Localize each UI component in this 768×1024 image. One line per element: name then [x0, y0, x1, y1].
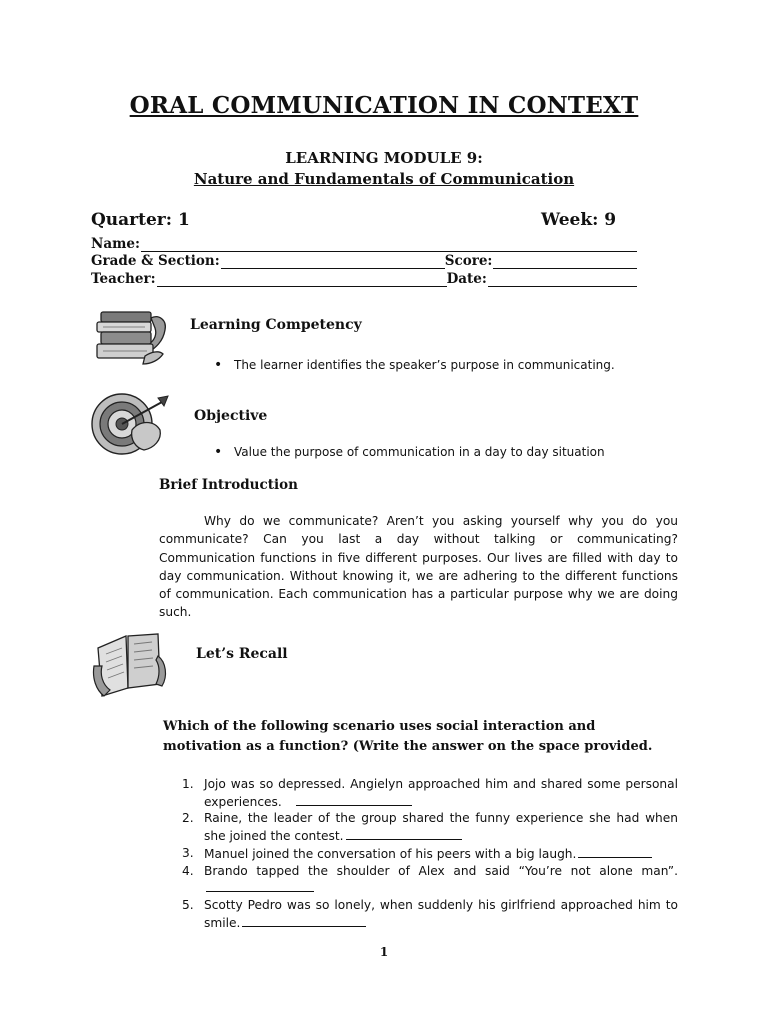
name-field[interactable] — [91, 235, 637, 252]
grade-section-label: Grade & Section: — [91, 253, 220, 269]
answer-blank[interactable] — [578, 845, 652, 858]
competency-text: The learner identifies the speaker’s purpose in communicating. — [234, 358, 615, 372]
competency-heading: Learning Competency — [190, 317, 362, 333]
date-label: Date: — [446, 271, 487, 287]
list-item — [182, 845, 678, 863]
item-text: Manuel joined the conversation of his peers with a big laugh. — [204, 846, 577, 861]
list-item — [182, 897, 678, 931]
intro-heading: Brief Introduction — [159, 477, 298, 493]
item-text: Raine, the leader of the group shared the funny experience she had when she joined the contest. — [204, 811, 678, 844]
objective-bullet — [214, 444, 605, 460]
intro-paragraph: Why do we communicate? Aren’t you asking yourself why you do you communicate? Can you last a day without talking or communicating? Communication functions in five different purposes. Our lives are filled with day to day communication. Without knowing it, we are adhering to the different functions of communication. Each communication has a particular purpose why we are doing such. — [159, 514, 678, 620]
grade-section-row — [91, 252, 637, 269]
grade-section-line[interactable] — [221, 254, 445, 269]
item-text: Jojo was so depressed. Angielyn approached him and shared some personal experiences. — [204, 777, 678, 809]
teacher-date-row — [91, 270, 637, 287]
answer-blank[interactable] — [206, 879, 314, 892]
item-number: 3. — [182, 845, 194, 860]
teacher-label: Teacher: — [91, 271, 156, 287]
recall-heading: Let’s Recall — [196, 646, 288, 662]
name-label: Name: — [91, 236, 140, 252]
recall-question: Which of the following scenario uses social interaction and motivation as a function? (Write the answer on the space provided. — [163, 719, 653, 754]
bullet-icon: • — [214, 444, 223, 460]
page-title: ORAL COMMUNICATION IN CONTEXT — [129, 92, 639, 119]
recall-list — [182, 776, 678, 931]
answer-blank[interactable] — [296, 793, 412, 806]
quarter-label: Quarter: 1 — [91, 210, 190, 230]
name-line[interactable] — [141, 237, 637, 252]
score-line[interactable] — [493, 254, 637, 269]
list-item — [182, 810, 678, 844]
open-book-icon — [92, 626, 170, 700]
item-number: 1. — [182, 777, 194, 791]
answer-blank[interactable] — [346, 827, 462, 840]
objective-heading: Objective — [194, 408, 268, 424]
competency-bullet — [214, 357, 615, 373]
list-item — [182, 776, 678, 810]
week-label: Week: 9 — [541, 210, 617, 230]
list-item — [182, 863, 678, 897]
bullet-icon: • — [214, 357, 223, 373]
objective-text: Value the purpose of communication in a day to day situation — [234, 445, 605, 459]
target-icon — [88, 390, 174, 460]
item-text: Brando tapped the shoulder of Alex and said “You’re not alone man”. — [204, 863, 678, 878]
item-number: 4. — [182, 863, 194, 878]
page-number: 1 — [379, 945, 389, 959]
module-number: LEARNING MODULE 9: — [285, 149, 483, 167]
item-number: 2. — [182, 811, 194, 826]
module-title: Nature and Fundamentals of Communication — [193, 170, 575, 188]
books-icon — [93, 304, 169, 370]
item-number: 5. — [182, 897, 194, 912]
teacher-line[interactable] — [157, 272, 447, 287]
date-line[interactable] — [488, 272, 637, 287]
item-text: Scotty Pedro was so lonely, when suddenly his girlfriend approached him to smile. — [204, 897, 678, 930]
score-label: Score: — [444, 253, 493, 269]
answer-blank[interactable] — [242, 914, 366, 927]
